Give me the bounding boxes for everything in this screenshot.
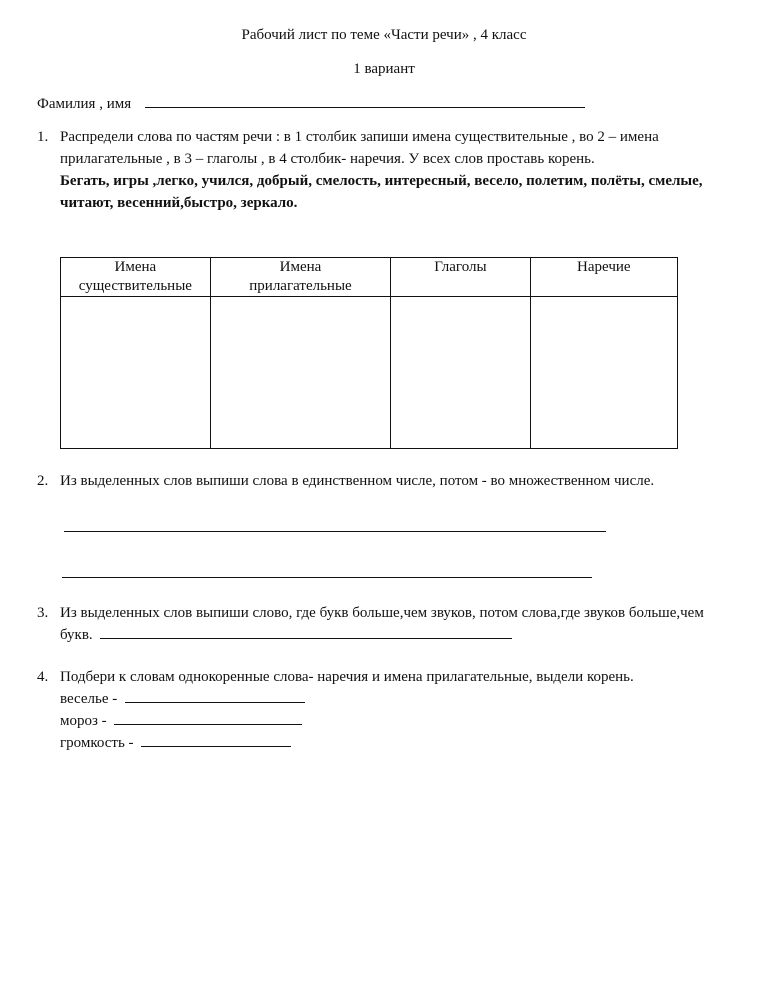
nouns-answer-cell[interactable] [61,297,211,449]
student-name-row [37,93,585,115]
adjectives-answer-cell[interactable] [210,297,390,449]
verbs-answer-cell[interactable] [391,297,530,449]
task-4-blank-1[interactable] [125,688,305,703]
task-2-number: 2. [37,473,49,489]
task-1 [37,126,717,214]
task-4-row-1 [60,688,717,710]
nouns-header-line1: Имена [114,259,157,275]
task-4-word-1: веселье - [60,691,118,707]
table-header-row [61,258,678,297]
task-2-answer-line-2[interactable] [62,577,592,578]
task-1-number: 1. [37,129,49,145]
task-4-blank-2[interactable] [114,710,302,725]
adjectives-header-line2: прилагательные [249,278,352,294]
adjectives-header-line1: Имена [279,259,322,275]
task-4-number: 4. [37,669,49,685]
task-3 [37,602,717,646]
table-header-nouns [61,258,211,297]
student-name-blank[interactable] [145,93,585,108]
table-header-adverbs [530,258,677,297]
verbs-header: Глаголы [434,259,487,275]
table-header-verbs [391,258,530,297]
task-1-instructions: Распредели слова по частям речи : в 1 столбик запиши имена существительные , во 2 – имена прилагательные , в 3 – глаголы , в 4 столбик- наречия. У всех слов проставь корень. [60,129,659,167]
worksheet-title: Рабочий лист по теме «Части речи» , 4 класс [241,27,527,43]
task-2-instructions: Из выделенных слов выпиши слова в единственном числе, потом - во множественном числе. [60,473,655,489]
task-4-row-3 [60,732,717,754]
task-4-instructions: Подбери к словам однокоренные слова- наречия и имена прилагательные, выдели корень. [60,669,634,685]
student-name-label: Фамилия , имя [37,96,132,112]
variant-label: 1 вариант [353,61,415,77]
table-answer-row [61,297,678,449]
parts-of-speech-table [60,257,678,449]
nouns-header-line2: существительные [78,278,192,294]
task-3-instructions: Из выделенных слов выпиши слово, где букв больше,чем звуков, потом слова,где звуков больше,чем букв. [60,605,704,643]
task-2-answer-line-1[interactable] [64,531,606,532]
table-header-adjectives [210,258,390,297]
task-4-row-2 [60,710,717,732]
adverbs-answer-cell[interactable] [530,297,677,449]
task-1-word-list: Бегать, игры ,легко, учился, добрый, смелость, интересный, весело, полетим, полёты, смелые, читают, весенний,быстро, зеркало. [60,173,703,211]
task-4-word-3: громкость - [60,735,134,751]
task-4 [37,666,717,754]
adverbs-header: Наречие [577,259,631,275]
task-2 [37,470,717,492]
task-3-answer-blank[interactable] [100,624,512,639]
task-4-word-2: мороз - [60,713,107,729]
task-4-blank-3[interactable] [141,732,291,747]
task-3-number: 3. [37,605,49,621]
